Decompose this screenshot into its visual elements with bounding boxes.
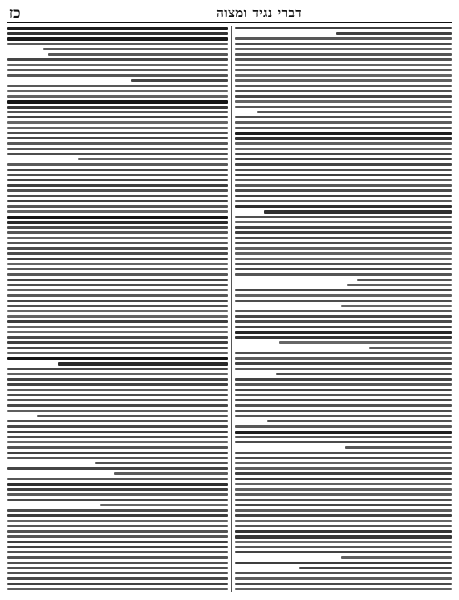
text-line	[7, 258, 228, 260]
text-line	[235, 200, 452, 202]
running-header	[7, 4, 452, 23]
text-line	[7, 121, 228, 123]
text-line	[7, 520, 228, 522]
text-line	[279, 341, 452, 343]
text-line	[7, 425, 228, 427]
text-line	[235, 320, 452, 322]
text-line	[7, 326, 228, 328]
text-line	[235, 541, 452, 543]
text-line	[7, 58, 228, 60]
text-line	[235, 399, 452, 401]
text-line	[7, 525, 228, 527]
text-line	[7, 478, 228, 480]
text-line	[357, 279, 452, 281]
text-line	[276, 373, 452, 375]
text-line	[7, 373, 228, 375]
book-page	[7, 4, 452, 596]
text-line	[235, 268, 452, 270]
text-line	[7, 27, 228, 30]
text-line	[7, 210, 228, 212]
text-line	[235, 174, 452, 176]
text-line	[7, 331, 228, 333]
text-line	[7, 100, 228, 103]
text-line	[235, 85, 452, 87]
text-line	[235, 572, 452, 574]
text-line	[7, 562, 228, 564]
text-line	[235, 247, 452, 249]
text-line	[235, 43, 452, 45]
text-line	[235, 163, 452, 165]
text-line	[7, 336, 228, 338]
text-line	[235, 121, 452, 123]
text-line	[341, 556, 452, 558]
text-line	[7, 446, 228, 448]
text-line	[235, 383, 452, 385]
text-line	[7, 488, 228, 491]
text-line	[235, 179, 452, 181]
text-line	[336, 32, 452, 34]
text-line	[257, 111, 452, 113]
text-line	[7, 588, 228, 590]
text-line	[235, 331, 452, 334]
text-line	[7, 153, 228, 155]
text-line	[235, 493, 452, 495]
text-column-right	[235, 26, 452, 592]
text-line	[235, 530, 452, 533]
text-line	[7, 174, 228, 176]
text-line	[7, 90, 228, 92]
text-line	[235, 504, 452, 506]
text-line	[235, 79, 452, 81]
text-line	[7, 221, 228, 224]
text-line	[235, 488, 452, 490]
text-line	[7, 577, 228, 579]
text-line	[235, 315, 452, 317]
text-line	[7, 216, 228, 219]
text-line	[235, 452, 452, 454]
text-line	[43, 48, 228, 50]
text-line	[235, 237, 452, 239]
text-line	[95, 462, 228, 464]
text-line	[235, 205, 452, 208]
text-line	[48, 53, 228, 55]
text-line	[7, 263, 228, 265]
text-line	[235, 258, 452, 260]
text-line	[7, 530, 228, 532]
text-line	[235, 106, 452, 108]
text-line	[7, 137, 228, 139]
text-line	[7, 37, 228, 40]
text-line	[7, 64, 228, 66]
text-line	[7, 305, 228, 307]
text-line	[235, 95, 452, 97]
text-line	[7, 583, 228, 585]
text-line	[235, 362, 452, 364]
text-line	[235, 404, 452, 406]
text-line	[345, 446, 452, 448]
text-line	[7, 441, 228, 443]
text-line	[7, 341, 228, 343]
text-line	[235, 64, 452, 66]
text-line	[235, 137, 452, 140]
text-line	[235, 100, 452, 102]
text-line	[7, 189, 228, 191]
text-line	[235, 431, 452, 434]
text-line	[7, 279, 228, 281]
text-line	[7, 541, 228, 543]
text-line	[7, 273, 228, 275]
text-line	[37, 415, 228, 417]
text-line	[7, 399, 228, 401]
text-line	[235, 478, 452, 480]
text-line	[235, 184, 452, 186]
text-line	[7, 300, 228, 302]
text-line	[235, 263, 452, 265]
text-line	[7, 169, 228, 171]
text-line	[235, 53, 452, 55]
text-line	[7, 74, 228, 76]
text-line	[235, 326, 452, 328]
text-line	[235, 116, 452, 118]
text-line	[235, 169, 452, 171]
text-line	[235, 352, 452, 354]
text-line	[7, 179, 228, 181]
text-line	[7, 457, 228, 459]
text-line	[235, 467, 452, 469]
text-line	[235, 499, 452, 501]
text-line	[235, 472, 452, 474]
text-line	[235, 148, 452, 150]
text-line	[7, 106, 228, 109]
text-line	[235, 142, 452, 144]
text-line	[7, 142, 228, 144]
text-line	[235, 90, 452, 92]
text-line	[235, 368, 452, 370]
text-line	[7, 205, 228, 207]
text-line	[7, 483, 228, 486]
text-line	[7, 69, 228, 71]
text-line	[235, 48, 452, 50]
text-line	[7, 247, 228, 249]
text-line	[235, 394, 452, 396]
text-line	[235, 535, 452, 538]
text-line	[235, 441, 452, 443]
text-line	[267, 420, 452, 422]
text-line	[235, 562, 452, 564]
running-title: דברי נגיד ומצוה	[216, 6, 302, 21]
text-line	[58, 362, 228, 365]
text-line	[7, 148, 228, 150]
text-line	[235, 242, 452, 244]
text-line	[235, 231, 452, 233]
text-line	[235, 310, 452, 312]
text-column-left	[7, 26, 228, 592]
text-line	[7, 572, 228, 574]
text-line	[235, 294, 452, 296]
text-line	[7, 163, 228, 165]
text-line	[299, 567, 452, 569]
text-line	[235, 158, 452, 160]
text-line	[235, 221, 452, 223]
text-line	[7, 389, 228, 391]
text-line	[235, 415, 452, 417]
text-line	[235, 69, 452, 71]
text-line	[235, 551, 452, 553]
text-line	[235, 588, 452, 590]
text-line	[235, 74, 452, 76]
text-line	[131, 79, 228, 81]
text-line	[235, 216, 452, 218]
text-line	[7, 347, 228, 349]
text-line	[235, 410, 452, 412]
text-line	[100, 504, 228, 506]
text-line	[7, 310, 228, 312]
text-line	[235, 425, 452, 427]
text-line	[7, 436, 228, 438]
text-line	[264, 210, 452, 213]
column-divider	[231, 26, 232, 592]
text-line	[78, 158, 228, 160]
text-line	[235, 436, 452, 438]
text-line	[7, 226, 228, 228]
text-line	[7, 268, 228, 270]
text-line	[235, 336, 452, 339]
text-line	[235, 483, 452, 485]
text-line	[7, 237, 228, 239]
text-line	[7, 551, 228, 553]
text-line	[7, 357, 228, 360]
text-line	[7, 509, 228, 511]
text-line	[235, 583, 452, 585]
text-line	[7, 499, 228, 501]
text-line	[7, 514, 228, 516]
text-line	[7, 284, 228, 286]
text-line	[7, 546, 228, 548]
text-line	[7, 493, 228, 495]
text-line	[235, 300, 452, 302]
text-line	[341, 305, 452, 307]
text-line	[369, 347, 452, 349]
text-line	[7, 535, 228, 537]
text-line	[235, 195, 452, 197]
text-line	[114, 472, 228, 474]
text-line	[7, 404, 228, 406]
text-line	[7, 289, 228, 291]
text-line	[235, 37, 452, 39]
text-line	[7, 111, 228, 113]
text-line	[7, 378, 228, 380]
text-line	[235, 189, 452, 191]
text-line	[235, 132, 452, 135]
text-line	[235, 153, 452, 155]
text-line	[235, 462, 452, 464]
text-line	[7, 95, 228, 97]
text-line	[235, 357, 452, 359]
text-line	[7, 116, 228, 118]
text-line	[7, 556, 228, 558]
text-line	[235, 457, 452, 459]
text-line	[7, 352, 228, 354]
text-line	[235, 127, 452, 129]
text-line	[235, 252, 452, 254]
text-line	[7, 410, 228, 412]
text-line	[235, 546, 452, 548]
text-line	[7, 368, 228, 370]
text-line	[7, 32, 228, 35]
text-line	[7, 394, 228, 396]
text-line	[7, 431, 228, 433]
text-line	[235, 509, 452, 511]
text-line	[7, 567, 228, 569]
text-line	[235, 58, 452, 60]
text-line	[7, 383, 228, 385]
text-line	[235, 27, 452, 29]
text-line	[235, 520, 452, 522]
text-line	[7, 467, 228, 469]
text-line	[7, 43, 228, 45]
text-line	[235, 273, 452, 275]
text-line	[7, 294, 228, 296]
text-line	[7, 184, 228, 186]
text-line	[7, 85, 228, 87]
text-line	[7, 452, 228, 454]
text-line	[235, 289, 452, 291]
text-line	[347, 284, 452, 286]
text-line	[7, 252, 228, 254]
text-line	[235, 226, 452, 228]
text-line	[7, 195, 228, 197]
text-line	[235, 389, 452, 391]
text-line	[235, 525, 452, 527]
text-line	[235, 378, 452, 380]
text-line	[7, 127, 228, 129]
text-line	[7, 231, 228, 233]
text-line	[7, 132, 228, 134]
text-line	[235, 514, 452, 516]
page-number: כז	[9, 4, 21, 22]
text-line	[7, 200, 228, 202]
text-line	[7, 242, 228, 244]
text-line	[235, 577, 452, 579]
text-line	[7, 315, 228, 317]
text-line	[7, 320, 228, 322]
text-line	[7, 420, 228, 422]
